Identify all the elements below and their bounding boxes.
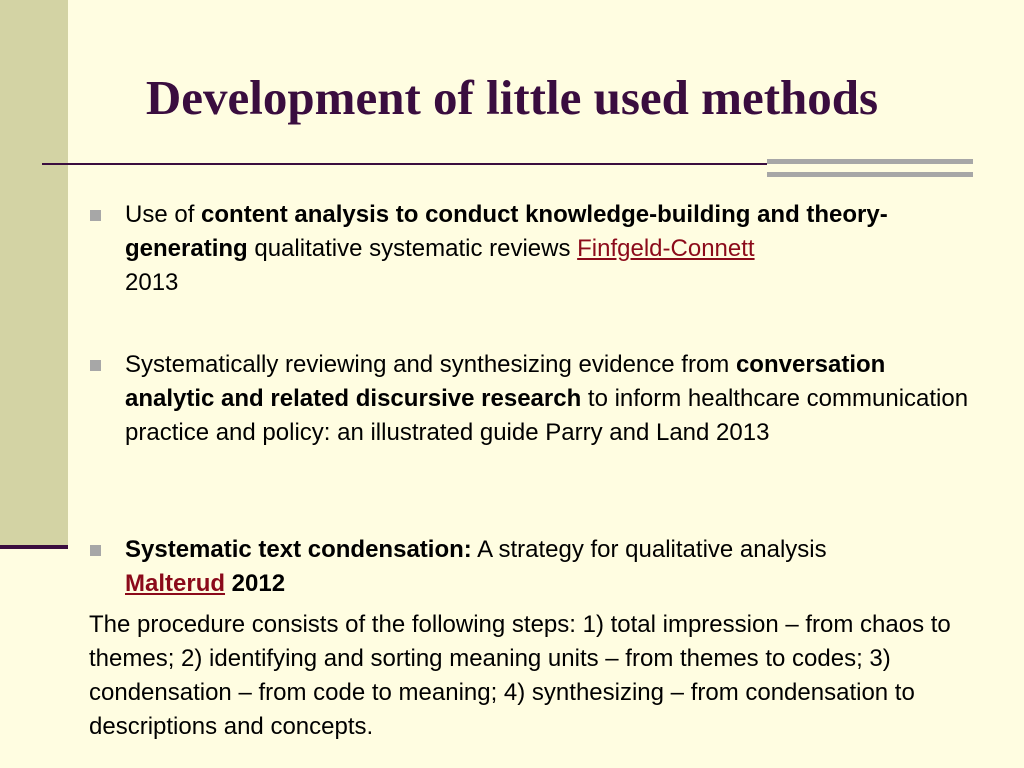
finfgeld-connett-link[interactable]: Finfgeld-Connett — [577, 235, 755, 262]
bullet-text-year: 2012 — [225, 570, 286, 597]
bullet-item-text-condensation — [90, 533, 970, 601]
bullet-text-bold: Systematic text condensation: — [125, 536, 472, 563]
bullet-text-plain: Use of — [125, 201, 202, 228]
bullet-text-plain: Systematically reviewing and synthesizing evidence from — [125, 351, 736, 378]
bullet-text-plain: A strategy for qualitative analysis — [471, 536, 827, 563]
procedure-paragraph: The procedure consists of the following steps: 1) total impression – from chaos to themes; 2) identifying and sorting meaning units – from themes to codes; 3) condensation – from code to meaning; 4) synthesizing – from condensation to descriptions and concepts. — [89, 611, 951, 740]
bullet-text-plain: qualitative systematic reviews — [247, 235, 578, 262]
bullet-item-content-analysis — [90, 198, 970, 300]
slide-title: Development of little used methods — [145, 70, 879, 125]
malterud-link[interactable]: Malterud — [125, 570, 226, 597]
square-bullet-icon — [90, 210, 101, 221]
bullet-text — [125, 533, 970, 601]
bullet-text-year: 2013 — [125, 269, 179, 296]
square-bullet-icon — [90, 545, 101, 556]
bullet-item-conversation-analytic — [90, 348, 970, 450]
square-bullet-icon — [90, 360, 101, 371]
bullet-text — [125, 198, 970, 300]
bullet-text-bold: conversation analytic and related discursive research — [125, 351, 886, 412]
bullet-text-plain: to inform healthcare communication practice and policy: an illustrated guide Parry and Land 2013 — [125, 385, 969, 446]
bullet-text — [125, 348, 970, 450]
bullet-text-bold: content analysis to conduct knowledge-building and theory-generating — [125, 201, 888, 262]
